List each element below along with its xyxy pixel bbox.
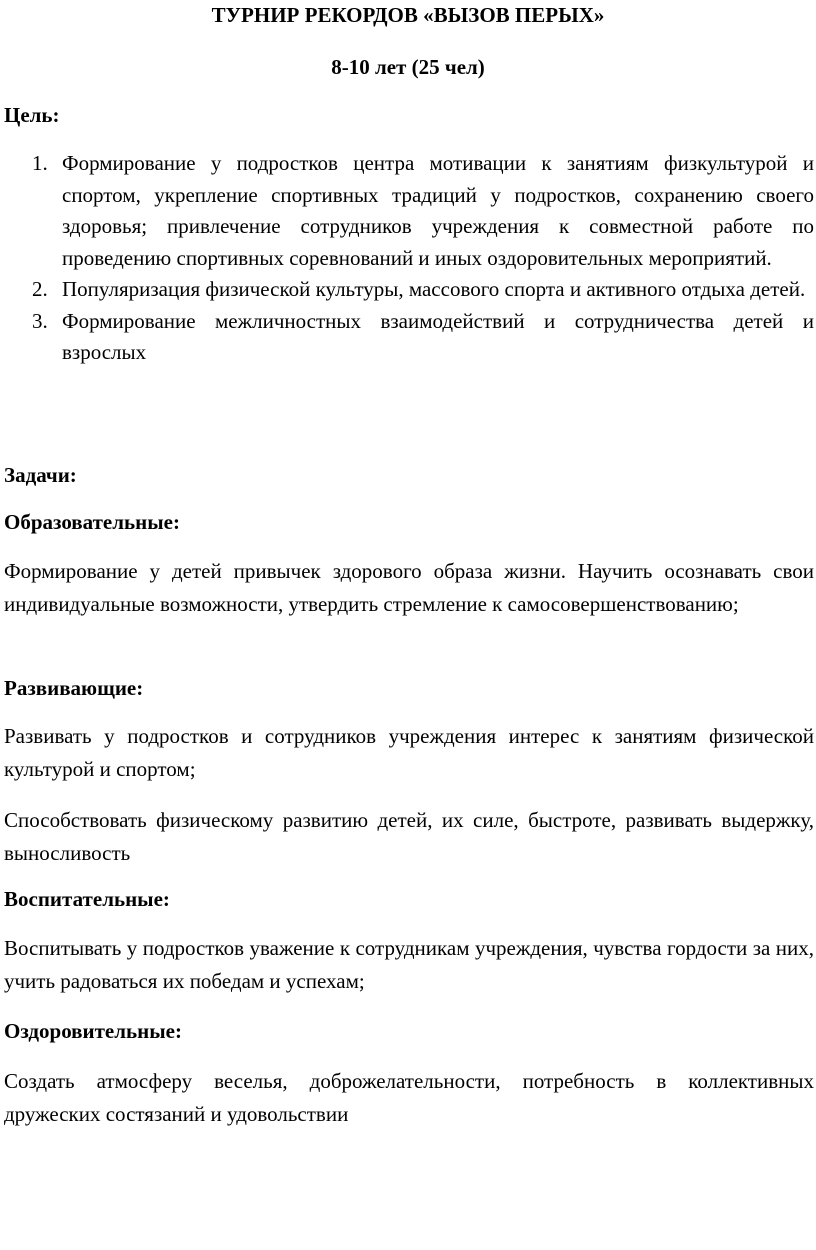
goal-list xyxy=(0,148,816,369)
list-item-number: 2. xyxy=(32,277,48,301)
list-item xyxy=(0,148,814,274)
document-title: ТУРНИР РЕКОРДОВ «ВЫЗОВ ПЕРЫХ» xyxy=(211,3,605,27)
upbringing-text: Воспитывать у подростков уважение к сотрудникам учреждения, чувства гордости за них, учить радоваться их победам и успехам; xyxy=(4,936,814,993)
developing-text-2: Способствовать физическому развитию детей, их силе, быстроте, развивать выдержку, выносливость xyxy=(4,808,814,865)
educational-heading: Образовательные: xyxy=(4,510,180,534)
list-item-text: Формирование у подростков центра мотивации к занятиям физкультурой и спортом, укрепление спортивных традиций у подростков, сохранению своего здоровья; привлечение сотрудников учреждения к совместной работе по проведению спортивных соревнований и иных оздоровительных мероприятий. xyxy=(62,151,814,270)
list-item-number: 1. xyxy=(32,151,48,175)
list-item xyxy=(0,306,814,369)
list-item-text: Популяризация физической культуры, массового спорта и активного отдыха детей. xyxy=(62,277,806,301)
goal-heading: Цель: xyxy=(4,103,60,127)
health-text: Создать атмосферу веселья, доброжелательности, потребность в коллективных дружеских состязаний и удовольствии xyxy=(4,1069,814,1126)
document-subtitle: 8-10 лет (25 чел) xyxy=(331,55,485,79)
health-heading: Оздоровительные: xyxy=(4,1019,182,1043)
list-item-text: Формирование межличностных взаимодействий и сотрудничества детей и взрослых xyxy=(62,308,814,364)
list-item-number: 3. xyxy=(32,308,48,333)
tasks-heading: Задачи: xyxy=(4,463,77,487)
developing-heading: Развивающие: xyxy=(4,676,144,700)
educational-text: Формирование у детей привычек здорового образа жизни. Научить осознавать свои индивидуальные возможности, утвердить стремление к самосовершенствованию; xyxy=(4,559,814,616)
upbringing-heading: Воспитательные: xyxy=(4,887,170,911)
list-item xyxy=(0,274,814,306)
developing-text-1: Развивать у подростков и сотрудников учреждения интерес к занятиям физической культурой и спортом; xyxy=(4,724,814,781)
